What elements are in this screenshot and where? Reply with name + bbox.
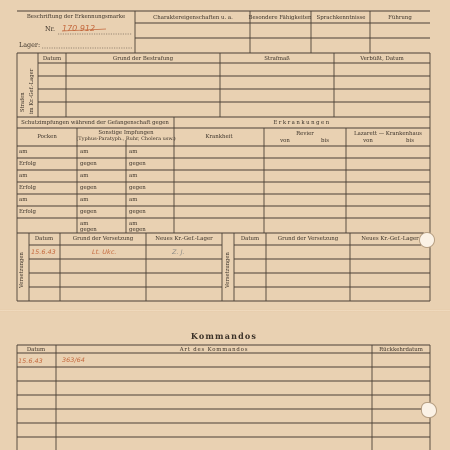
punch-hole: [419, 232, 435, 248]
impf-row-label: am: [19, 197, 28, 203]
versetzungen-col-datum-2: Datum: [240, 236, 260, 242]
versetzungen-col-datum: Datum: [34, 236, 54, 242]
punch-hole: [421, 402, 437, 418]
versetzung-lager-handwritten: Z. J.: [172, 248, 185, 256]
strafen-col-strafmass: Strafmaß: [264, 56, 290, 62]
lazarett-bis: bis: [406, 138, 414, 144]
kommandos-col-rueckkehr: Rückkehrdatum: [379, 347, 423, 353]
versetzungen-col-grund: Grund der Versetzung: [72, 236, 134, 242]
strafen-col-verbuesst: Verbüßt, Datum: [360, 56, 404, 62]
impf-row-label: am: [129, 221, 138, 227]
kommandos-col-datum: Datum: [26, 347, 46, 353]
versetzung-datum-handwritten: 15.6.43: [31, 248, 56, 256]
versetzungen-col-lager: Neues Kr.-Gef.-Lager: [155, 236, 213, 242]
erkennungsmarke-label: Beschriftung der Erkennungsmarke: [26, 14, 126, 20]
impf-row-label: am: [19, 173, 28, 179]
erkrankungen-title: Erkrankungen: [273, 120, 331, 126]
nr-label: Nr.: [45, 25, 55, 33]
strafen-col-datum: Datum: [42, 56, 62, 62]
impf-row-label: gegen: [129, 227, 146, 233]
erkrankungen-lazarett: Lazarett — Krankenhaus: [354, 131, 422, 137]
kommando-art-handwritten: 363/64: [62, 356, 85, 364]
col-fuehrung: Führung: [388, 15, 412, 21]
col-sprachkenntnisse: Sprachkenntnisse: [316, 15, 366, 21]
impf-row-label: Erfolg: [19, 185, 36, 191]
impfungen-pocken: Pocken: [37, 134, 57, 140]
versetzungen-col-lager-2: Neues Kr.-Gef.-Lager: [361, 236, 419, 242]
kommando-datum-handwritten: 15.6.43: [18, 357, 43, 365]
nr-handwritten-value: 170 912: [62, 24, 96, 33]
impf-row-label: am: [80, 221, 89, 227]
versetzungen-col-grund-2: Grund der Versetzung: [277, 236, 339, 242]
impf-row-label: gegen: [80, 161, 97, 167]
impf-row-label: gegen: [129, 209, 146, 215]
lazarett-von: von: [363, 138, 373, 144]
impf-row-label: Erfolg: [19, 161, 36, 167]
impfungen-title: Schutzimpfungen während der Gefangenschaft gegen: [21, 120, 169, 126]
impf-row-label: am: [129, 173, 138, 179]
impf-row-label: am: [80, 173, 89, 179]
versetzung-grund-handwritten: Lt. Ukc.: [92, 248, 117, 256]
erkrankungen-revier: Revier: [296, 131, 314, 137]
revier-von: von: [280, 138, 290, 144]
impf-row-label: am: [129, 149, 138, 155]
revier-bis: bis: [321, 138, 329, 144]
impf-row-label: gegen: [80, 209, 97, 215]
impf-row-label: am: [129, 197, 138, 203]
impf-row-label: gegen: [129, 185, 146, 191]
impf-row-label: am: [19, 149, 28, 155]
erkrankungen-krankheit: Krankheit: [205, 134, 233, 140]
strafen-side-sublabel: im Kr.-Gef.-Lager: [29, 68, 35, 114]
versetzungen-side-label-right: Versetzungen: [225, 252, 231, 288]
strafen-side-label: Strafen: [20, 92, 26, 112]
kommandos-title: Kommandos: [190, 331, 258, 341]
impf-row-label: gegen: [80, 185, 97, 191]
col-charaktereigenschaften: Charaktereigenschaften u. a.: [153, 15, 233, 21]
impf-row-label: am: [80, 149, 89, 155]
versetzungen-side-label-left: Versetzungen: [19, 252, 25, 288]
strafen-col-grund: Grund der Bestrafung: [112, 56, 174, 62]
impf-row-label: Erfolg: [19, 209, 36, 215]
lager-label: Lager:: [19, 41, 41, 49]
impf-row-label: gegen: [129, 161, 146, 167]
impf-row-label: am: [80, 197, 89, 203]
impfungen-sonstige-sub: (Typhus-Paratyph., Ruhr, Cholera usw.): [76, 136, 176, 142]
kommandos-col-art: Art des Kommandos: [179, 347, 249, 353]
col-besondere-faehigkeiten: Besondere Fähigkeiten: [248, 15, 312, 21]
impfungen-sonstige: Sonstige Impfungen: [98, 130, 154, 136]
impf-row-label: gegen: [80, 227, 97, 233]
